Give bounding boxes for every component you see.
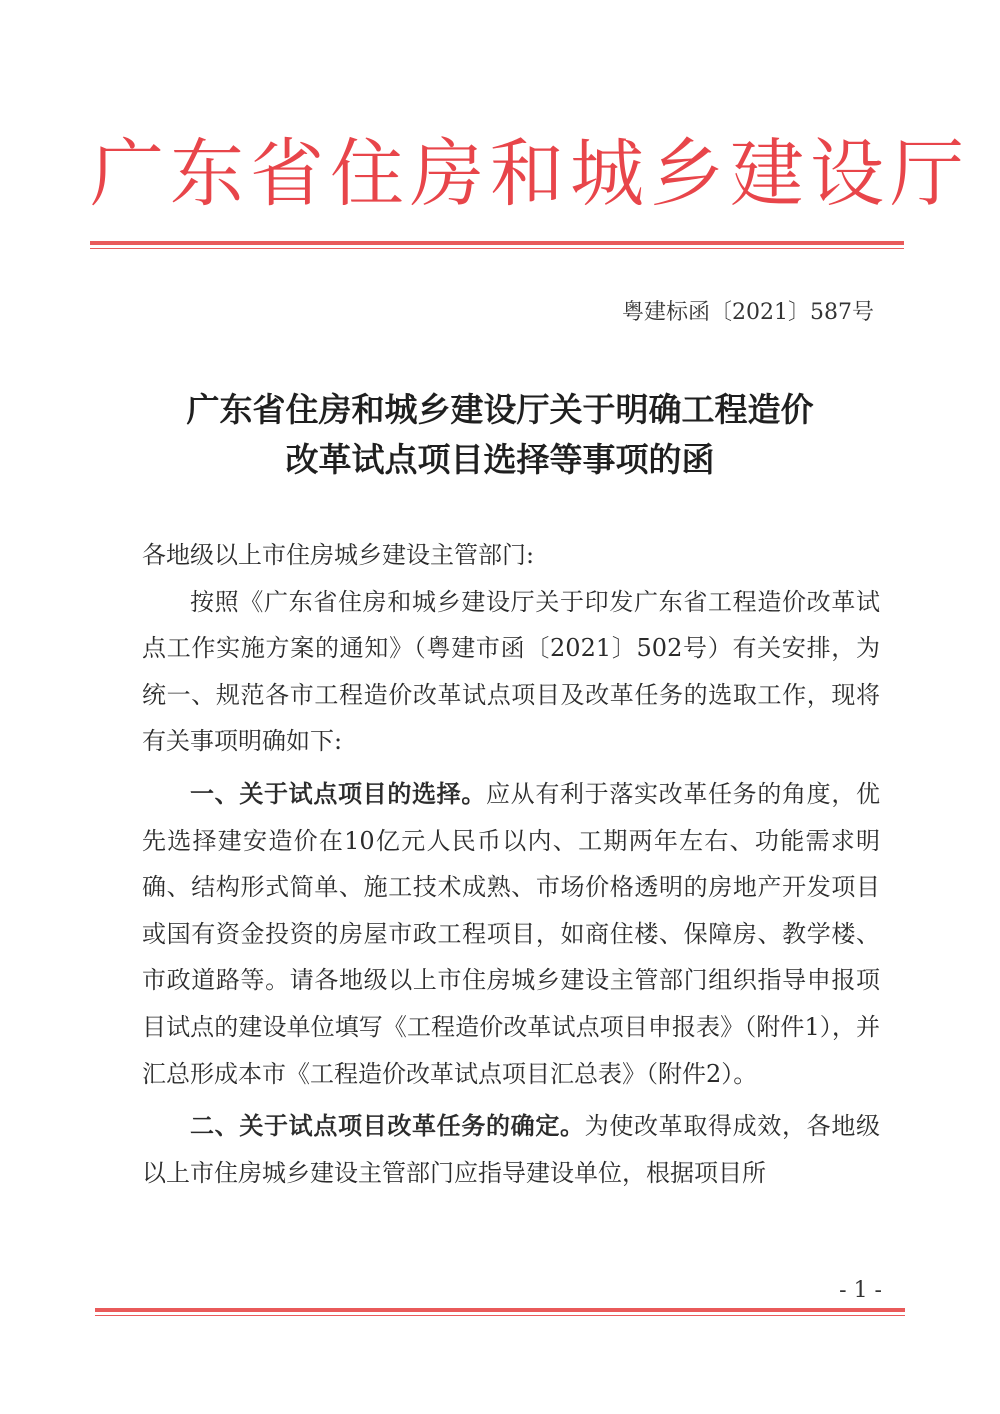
page-number: - 1 - bbox=[839, 1278, 882, 1303]
document-title-line-1: 广东省住房和城乡建设厅关于明确工程造价 bbox=[186, 390, 814, 429]
section-2-paragraph bbox=[142, 1103, 880, 1196]
document-number: 粤建标函〔2021〕587号 bbox=[622, 300, 874, 325]
footer-rule-thin-line bbox=[95, 1315, 905, 1316]
footer-rule-thick-line bbox=[95, 1308, 905, 1312]
document-title bbox=[100, 385, 900, 485]
section-1-heading: 一、关于试点项目的选择。 bbox=[190, 779, 486, 808]
intro-paragraph: 按照《广东省住房和城乡建设厅关于印发广东省工程造价改革试点工作实施方案的通知》（粤建市函〔2021〕502号）有关安排，为统一、规范各市工程造价改革试点项目及改革任务的选取工作，现将有关事项明确如下: bbox=[142, 587, 880, 756]
rule-thick-line bbox=[90, 241, 904, 245]
letterhead-title: 广东省住房和城乡建设厅 bbox=[90, 131, 970, 217]
section-2-text: 为使改革取得成效，各地级以上市住房城乡建设主管部门应指导建设单位，根据项目所 bbox=[142, 1112, 881, 1187]
document-title-line-2: 改革试点项目选择等事项的函 bbox=[285, 440, 715, 479]
section-1-text: 应从有利于落实改革任务的角度，优先选择建安造价在10亿元人民币以内、工期两年左右、功能需求明确、结构形式简单、施工技术成熟、市场价格透明的房地产开发项目或国有资金投资的房屋市政工程项目，如商住楼、保障房、教学楼、市政道路等。请各地级以上市住房城乡建设主管部门组织指导申报项目试点的建设单位填写《工程造价改革试点项目申报表》（附件1），并汇总形成本市《工程造价改革试点项目汇总表》（附件2）。 bbox=[142, 779, 880, 1088]
salutation: 各地级以上市住房城乡建设主管部门: bbox=[142, 541, 535, 569]
document-body bbox=[142, 532, 880, 1196]
rule-thin-line bbox=[90, 248, 904, 249]
section-2-heading: 二、关于试点项目改革任务的确定。 bbox=[190, 1112, 585, 1141]
letterhead-rule bbox=[90, 241, 904, 249]
footer-rule bbox=[95, 1308, 905, 1316]
section-1-paragraph bbox=[142, 771, 880, 1097]
